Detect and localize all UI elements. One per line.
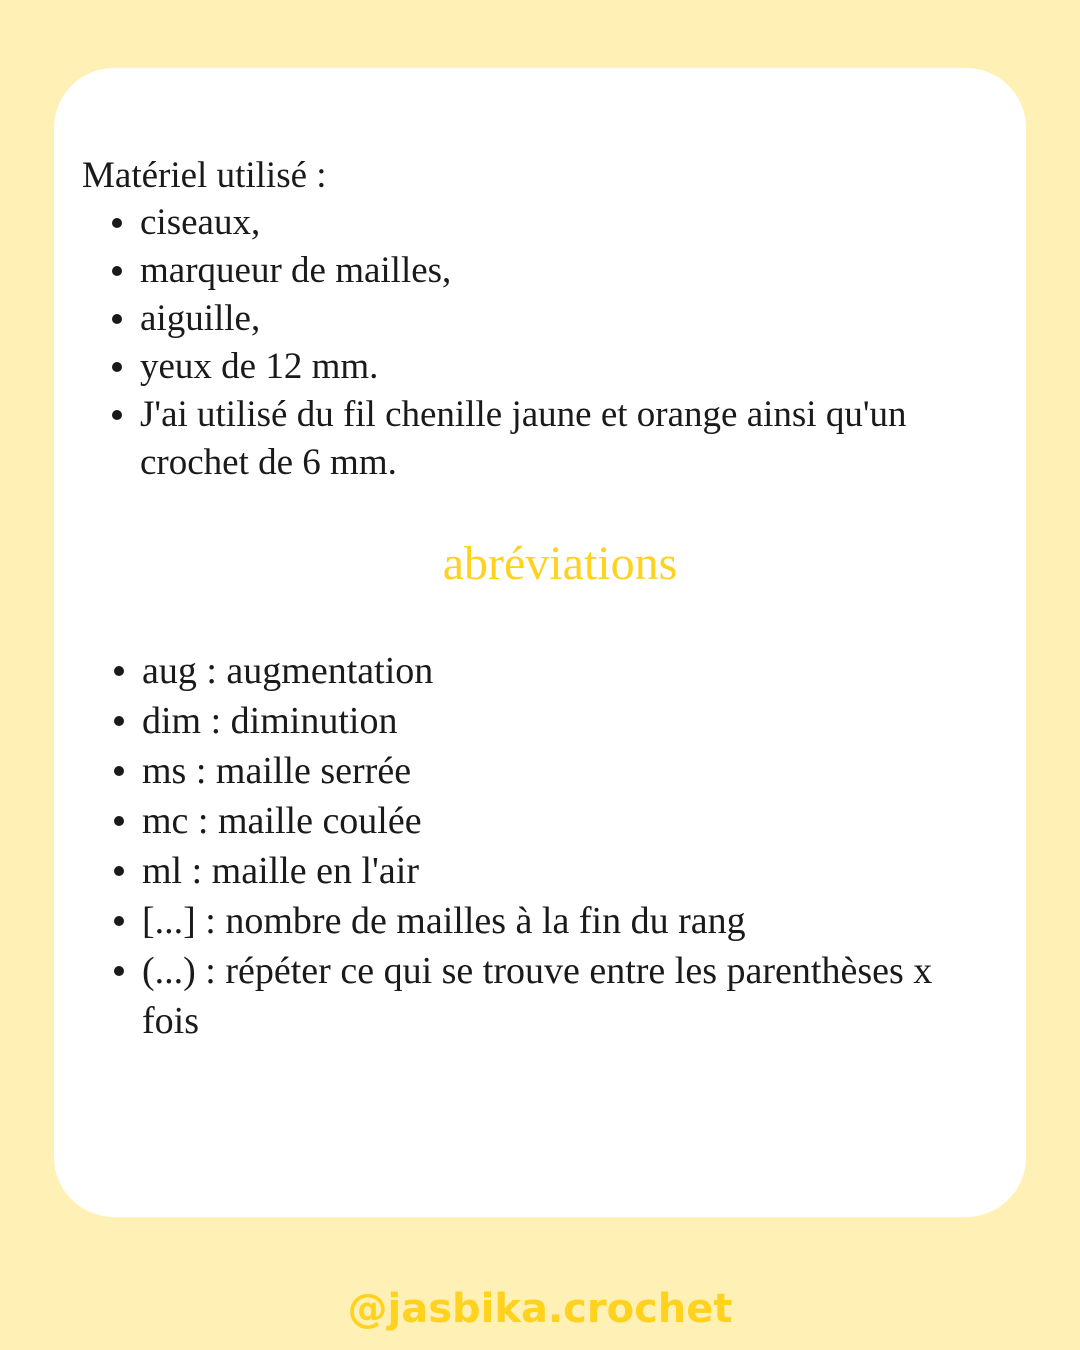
materials-item-eyes: yeux de 12 mm.: [140, 343, 970, 391]
materials-heading: Matériel utilisé :: [82, 155, 327, 196]
abbreviation-item-aug: aug : augmentation: [142, 646, 972, 696]
materials-item-scissors: ciseaux,: [140, 199, 970, 247]
abbreviations-heading: abréviations: [442, 537, 678, 590]
content-card: [54, 68, 1026, 1217]
materials-item-stitch-marker: marqueur de mailles,: [140, 247, 970, 295]
abbreviation-item-brackets: [...] : nombre de mailles à la fin du rang: [142, 896, 972, 946]
abbreviation-item-dim: dim : diminution: [142, 696, 972, 746]
abbreviation-item-ml: ml : maille en l'air: [142, 846, 972, 896]
instagram-handle: @jasbika.crochet: [347, 1286, 733, 1332]
abbreviation-item-parentheses: (...) : répéter ce qui se trouve entre les parenthèses x fois: [142, 946, 972, 1046]
materials-list: [140, 199, 970, 487]
materials-item-yarn-hook: J'ai utilisé du fil chenille jaune et orange ainsi qu'un crochet de 6 mm.: [140, 391, 970, 487]
abbreviations-list: [142, 646, 972, 1046]
abbreviation-item-ms: ms : maille serrée: [142, 746, 972, 796]
materials-item-needle: aiguille,: [140, 295, 970, 343]
abbreviation-item-mc: mc : maille coulée: [142, 796, 972, 846]
